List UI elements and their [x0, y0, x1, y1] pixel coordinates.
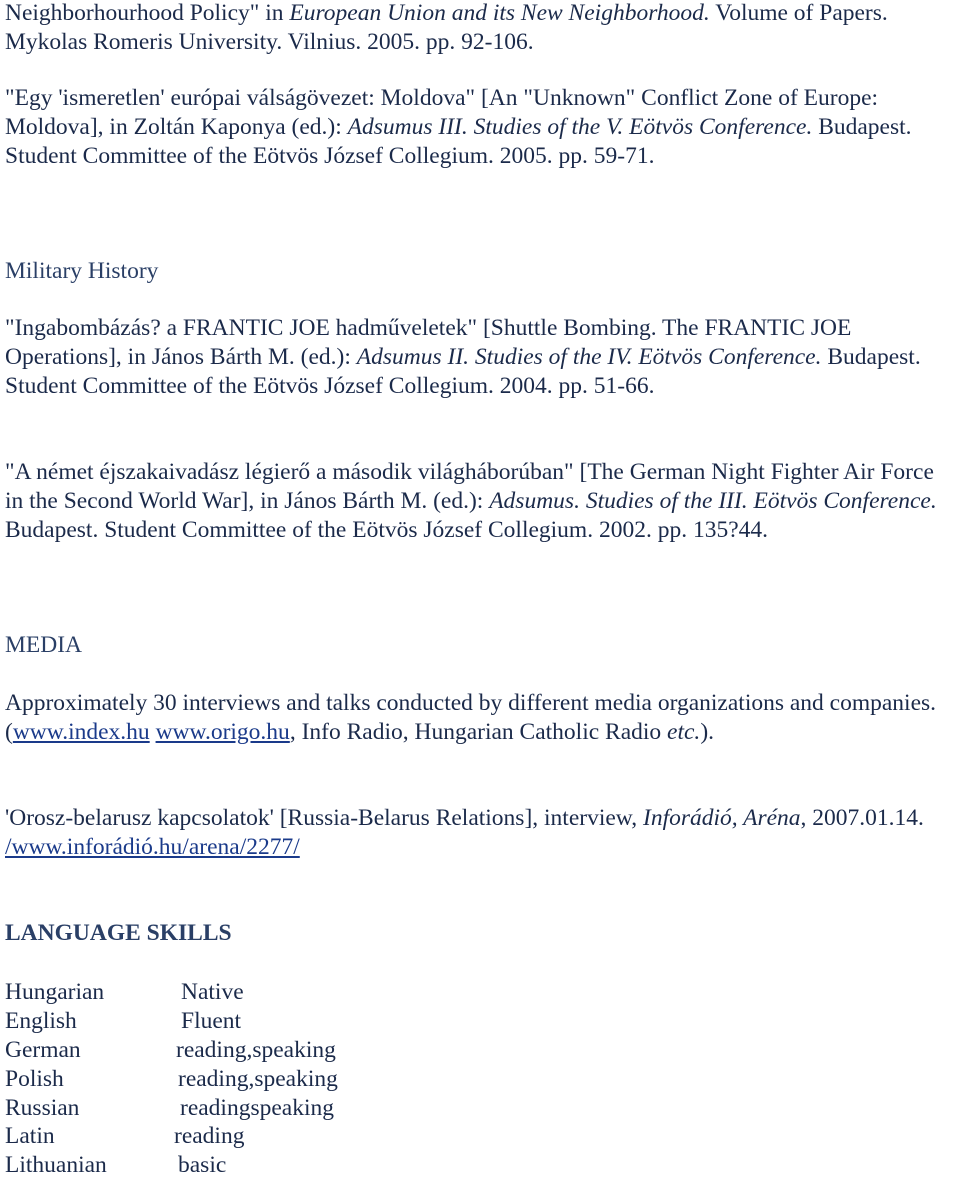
- citation-text: "A német éjszakaivadász légierő a második világháborúban" [The German Night Fighter Air Force in the Second World War], in János Bárth M. (ed.):: [5, 459, 934, 514]
- origo-hu-link[interactable]: www.origo.hu: [155, 719, 290, 745]
- language-name: Polish: [5, 1066, 64, 1092]
- publication-entry: [5, 0, 957, 57]
- interview-text: 'Orosz-belarusz kapcsolatok' [Russia-Belarus Relations], interview,: [5, 805, 643, 831]
- publication-entry: [5, 458, 957, 545]
- media-interview-entry: [5, 804, 957, 862]
- citation-text: Neighborhourhood Policy" in: [5, 0, 290, 26]
- section-heading-media: MEDIA: [5, 632, 83, 658]
- citation-details: Budapest. Student Committee of the Eötvös József Collegium. 2002. pp. 135?44.: [5, 517, 769, 543]
- language-name: Latin: [5, 1123, 55, 1149]
- language-level: reading,speaking: [178, 1066, 338, 1092]
- citation-source: Adsumus. Studies of the III. Eötvös Conference.: [489, 488, 937, 514]
- publication-entry: [5, 314, 957, 401]
- language-level: reading,speaking: [176, 1037, 336, 1063]
- citation-details: Budapest. Student Committee of the Eötvös József Collegium. 2004. pp. 51-66.: [5, 344, 921, 399]
- media-intro-text: ).: [700, 719, 715, 745]
- interview-date: , 2007.01.14.: [800, 805, 924, 831]
- language-name: German: [5, 1037, 81, 1063]
- citation-text: "Egy 'ismeretlen' európai válságövezet: Moldova" [An "Unknown" Conflict Zone of Europe: Moldova], in Zoltán Kaponya (ed.):: [5, 85, 879, 140]
- language-name: Lithuanian: [5, 1152, 107, 1178]
- language-level: basic: [178, 1152, 227, 1178]
- publication-entry: [5, 84, 957, 171]
- language-name: English: [5, 1008, 77, 1034]
- section-heading-military-history: Military History: [5, 258, 159, 284]
- media-intro-text: , Info Radio, Hungarian Catholic Radio: [289, 719, 668, 745]
- citation-details: Volume of Papers. Mykolas Romeris University. Vilnius. 2005. pp. 92-106.: [5, 0, 888, 55]
- citation-source: Adsumus III. Studies of the V. Eötvös Conference.: [347, 114, 813, 140]
- media-intro-text: Approximately 30 interviews and talks conducted by different media organizations and companies. (: [5, 690, 937, 745]
- language-level: readingspeaking: [180, 1095, 335, 1121]
- language-level: reading: [174, 1123, 245, 1149]
- citation-source: Adsumus II. Studies of the IV. Eötvös Conference.: [356, 344, 822, 370]
- index-hu-link[interactable]: www.index.hu: [12, 719, 150, 745]
- citation-text: "Ingabombázás? a FRANTIC JOE hadműveletek" [Shuttle Bombing. The FRANTIC JOE Operations], in János Bárth M. (ed.):: [5, 315, 852, 370]
- media-intro: [5, 689, 957, 747]
- language-level: Native: [181, 979, 244, 1005]
- language-name: Russian: [5, 1095, 80, 1121]
- language-level: Fluent: [181, 1008, 242, 1034]
- section-heading-language-skills: LANGUAGE SKILLS: [5, 920, 232, 946]
- language-name: Hungarian: [5, 979, 105, 1005]
- interview-source: Inforádió, Aréna: [643, 805, 801, 831]
- inforadio-arena-link[interactable]: /www.inforádió.hu/arena/2277/: [5, 834, 300, 860]
- citation-source: European Union and its New Neighborhood.: [289, 0, 710, 26]
- citation-details: Budapest. Student Committee of the Eötvös József Collegium. 2005. pp. 59-71.: [5, 114, 912, 169]
- media-intro-etc: etc.: [667, 719, 701, 745]
